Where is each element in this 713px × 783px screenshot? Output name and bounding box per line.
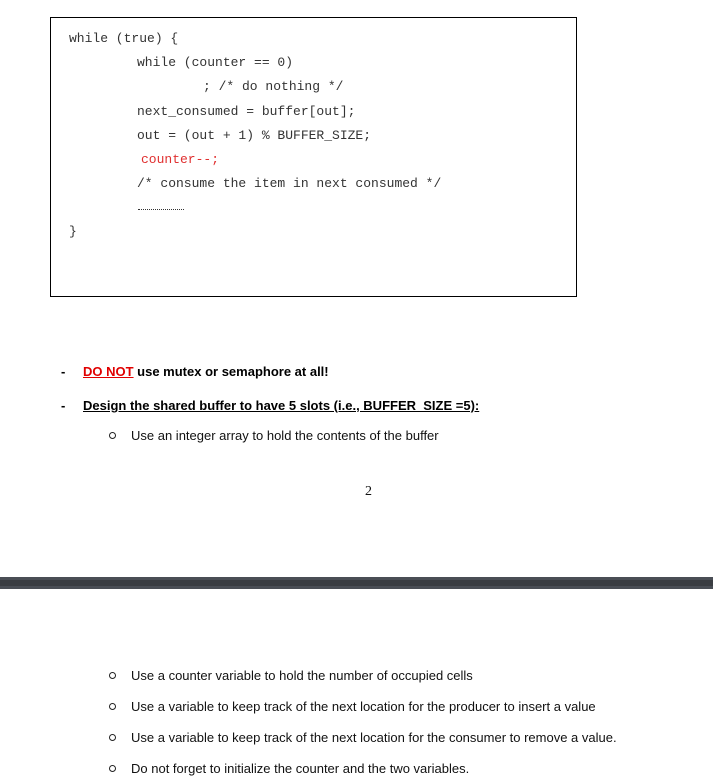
sub-bullet-text: Use a counter variable to hold the number of occupied cells	[131, 668, 473, 683]
bullet-dash: -	[61, 364, 66, 379]
bullet-item-buffer-design: Design the shared buffer to have 5 slots (i.e., BUFFER_SIZE =5):	[83, 398, 480, 413]
code-box	[50, 17, 577, 297]
code-line: next_consumed = buffer[out];	[137, 104, 356, 119]
sub-bullet-text: Use an integer array to hold the contents of the buffer	[131, 428, 439, 443]
code-line: while (counter == 0)	[137, 55, 294, 70]
page-separator	[0, 577, 713, 589]
ellipsis-dots	[138, 209, 184, 210]
sub-bullet-item	[109, 699, 596, 714]
sub-bullet-item	[109, 730, 617, 745]
sub-bullet-item	[109, 428, 439, 443]
page-number: 2	[365, 484, 372, 499]
sub-bullet-item	[109, 668, 473, 683]
circle-bullet-icon	[109, 672, 116, 679]
circle-bullet-icon	[109, 703, 116, 710]
circle-bullet-icon	[109, 765, 116, 772]
sub-bullet-item	[109, 761, 469, 776]
bullet-dash: -	[61, 398, 66, 413]
code-line: /* consume the item in next consumed */	[137, 176, 442, 191]
code-line: }	[69, 224, 77, 239]
circle-bullet-icon	[109, 734, 116, 741]
sub-bullet-text: Use a variable to keep track of the next location for the consumer to remove a value.	[131, 730, 617, 745]
circle-bullet-icon	[109, 432, 116, 439]
bullet-item-no-mutex	[83, 364, 329, 379]
code-line-highlighted: counter--;	[141, 152, 220, 167]
code-line: out = (out + 1) % BUFFER_SIZE;	[137, 128, 372, 143]
code-line: while (true) {	[69, 31, 179, 46]
bullet-text: use mutex or semaphore at all!	[133, 364, 329, 379]
sub-bullet-text: Use a variable to keep track of the next location for the producer to insert a value	[131, 699, 596, 714]
sub-bullet-text: Do not forget to initialize the counter and the two variables.	[131, 761, 470, 776]
warning-highlight: DO NOT	[83, 364, 134, 379]
code-line: ; /* do nothing */	[203, 79, 344, 94]
